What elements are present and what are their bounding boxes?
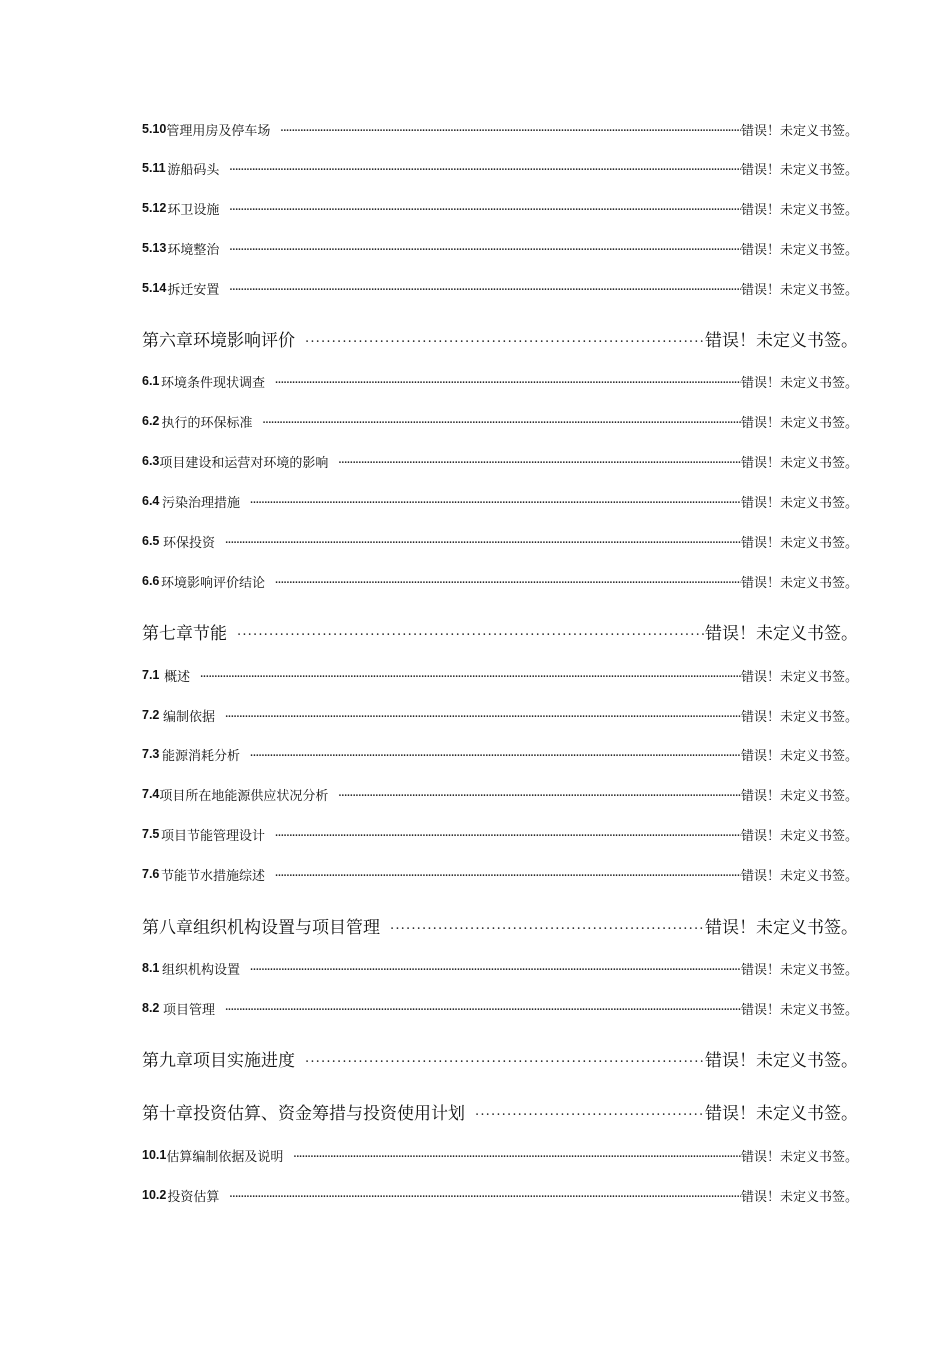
page-reference: 错误！未定义书签。 [740,123,858,139]
toc-chapter-6[interactable] [142,323,858,353]
toc-chapter-10[interactable] [142,1096,858,1126]
page-reference: 错误！未定义书签。 [740,962,858,978]
dot-leader [263,416,741,426]
section-number: 10.2 [142,1188,167,1202]
page-reference: 错误！未定义书签。 [705,1103,858,1124]
section-number: 5.12 [142,201,167,215]
toc-entry-6-5[interactable] [142,528,858,554]
toc-chapter-9[interactable] [142,1043,858,1073]
section-title: 组织机构设置 [162,962,241,978]
section-title: 节能节水措施综述 [161,868,266,884]
dot-leader [250,496,741,506]
page-reference: 错误！未定义书签。 [740,1149,858,1165]
section-number: 8.2 [142,1001,160,1015]
toc-chapter-8[interactable] [142,910,858,940]
section-number: 5.13 [142,241,167,255]
chapter-title: 项目实施进度 [193,1050,295,1071]
section-title: 污染治理措施 [162,495,241,511]
section-number: 10.1 [142,1148,167,1162]
page-reference: 错误！未定义书签。 [740,242,858,258]
section-number: 6.1 [142,374,160,388]
toc-entry-8-2[interactable] [142,995,858,1021]
dot-leader [250,963,741,973]
page-reference: 错误！未定义书签。 [740,669,858,685]
section-number: 7.1 [142,668,160,682]
dot-leader [200,670,741,680]
section-number: 6.2 [142,414,160,428]
page-reference: 错误！未定义书签。 [740,202,858,218]
toc-entry-7-5[interactable] [142,821,858,847]
section-title: 投资估算 [167,1189,220,1205]
page-reference: 错误！未定义书签。 [740,709,858,725]
dot-leader [229,163,741,173]
section-number: 7.6 [142,867,160,881]
toc-entry-7-6[interactable] [142,861,858,887]
section-title: 编制依据 [163,709,216,725]
section-number: 5.10 [142,122,167,136]
toc-entry-7-2[interactable] [142,702,858,728]
dot-leader [225,710,741,720]
section-title: 管理用房及停车场 [166,123,271,139]
section-title: 游船码头 [167,162,220,178]
dot-leader [338,789,741,799]
section-title: 环境整治 [167,242,220,258]
dot-leader [390,918,705,933]
section-number: 5.11 [142,161,166,175]
dot-leader [275,376,741,386]
section-title: 项目建设和运营对环境的影响 [159,455,329,471]
toc-entry-10-1[interactable] [142,1142,858,1168]
section-number: 6.5 [142,534,160,548]
dot-leader [229,1190,741,1200]
section-title: 执行的环保标准 [161,415,253,431]
dot-leader [275,576,741,586]
section-number: 7.2 [142,708,160,722]
page-reference: 错误！未定义书签。 [740,575,858,591]
page-reference: 错误！未定义书签。 [740,162,858,178]
toc-entry-7-3[interactable] [142,741,858,767]
section-number: 8.1 [142,961,160,975]
dot-leader [305,331,705,346]
section-title: 拆迁安置 [167,282,220,298]
page-reference: 错误！未定义书签。 [740,868,858,884]
toc-entry-6-2[interactable] [142,408,858,434]
section-number: 5.14 [142,281,167,295]
page-reference: 错误！未定义书签。 [705,1050,858,1071]
toc-entry-5-12[interactable] [142,195,858,221]
section-title: 估算编制依据及说明 [166,1149,284,1165]
dot-leader [225,1003,741,1013]
dot-leader [280,124,741,134]
dot-leader [293,1150,741,1160]
toc-entry-6-6[interactable] [142,568,858,594]
dot-leader [475,1104,705,1119]
section-number: 6.6 [142,574,160,588]
toc-entry-6-1[interactable] [142,368,858,394]
dot-leader [229,203,741,213]
dot-leader [237,624,705,639]
page-reference: 错误！未定义书签。 [740,788,858,804]
chapter-number: 第十章 [142,1103,193,1124]
chapter-number: 第八章 [142,917,193,938]
page-reference: 错误！未定义书签。 [740,375,858,391]
toc-entry-5-14[interactable] [142,275,858,301]
dot-leader [225,536,741,546]
chapter-title: 投资估算、资金筹措与投资使用计划 [193,1103,465,1124]
page-reference: 错误！未定义书签。 [740,455,858,471]
toc-entry-5-11[interactable] [142,155,858,181]
page-reference: 错误！未定义书签。 [705,330,858,351]
section-title: 概述 [164,669,191,685]
section-title: 项目所在地能源供应状况分析 [159,788,329,804]
dot-leader [305,1051,705,1066]
dot-leader [338,456,741,466]
page-reference: 错误！未定义书签。 [740,282,858,298]
page-reference: 错误！未定义书签。 [740,1002,858,1018]
dot-leader [275,869,741,879]
page-reference: 错误！未定义书签。 [740,828,858,844]
toc-entry-8-1[interactable] [142,955,858,981]
dot-leader [229,243,741,253]
page-reference: 错误！未定义书签。 [705,917,858,938]
section-title: 环境影响评价结论 [161,575,266,591]
toc-chapter-7[interactable] [142,616,858,646]
section-title: 项目管理 [163,1002,216,1018]
page-reference: 错误！未定义书签。 [705,623,858,644]
dot-leader [229,283,741,293]
chapter-number: 第六章 [142,330,193,351]
toc-entry-5-13[interactable] [142,235,858,261]
toc-entry-6-4[interactable] [142,488,858,514]
chapter-number: 第七章 [142,623,193,644]
toc-entry-6-3[interactable] [142,448,858,474]
page-reference: 错误！未定义书签。 [740,748,858,764]
toc-entry-7-1[interactable] [142,662,858,688]
section-title: 项目节能管理设计 [161,828,266,844]
section-number: 7.5 [142,827,160,841]
dot-leader [250,749,741,759]
section-title: 能源消耗分析 [162,748,241,764]
section-number: 7.3 [142,747,160,761]
chapter-number: 第九章 [142,1050,193,1071]
page-reference: 错误！未定义书签。 [740,495,858,511]
section-number: 7.4 [142,787,160,801]
toc-entry-7-4[interactable] [142,781,858,807]
section-title: 环境条件现状调查 [161,375,266,391]
section-number: 6.4 [142,494,160,508]
page-reference: 错误！未定义书签。 [740,1189,858,1205]
page-reference: 错误！未定义书签。 [740,535,858,551]
chapter-title: 环境影响评价 [193,330,295,351]
section-title: 环卫设施 [167,202,220,218]
section-number: 6.3 [142,454,160,468]
toc-entry-5-10[interactable] [142,116,858,142]
chapter-title: 节能 [193,623,227,644]
section-title: 环保投资 [163,535,216,551]
dot-leader [275,829,741,839]
toc-entry-10-2[interactable] [142,1182,858,1208]
chapter-title: 组织机构设置与项目管理 [193,917,380,938]
page-reference: 错误！未定义书签。 [740,415,858,431]
